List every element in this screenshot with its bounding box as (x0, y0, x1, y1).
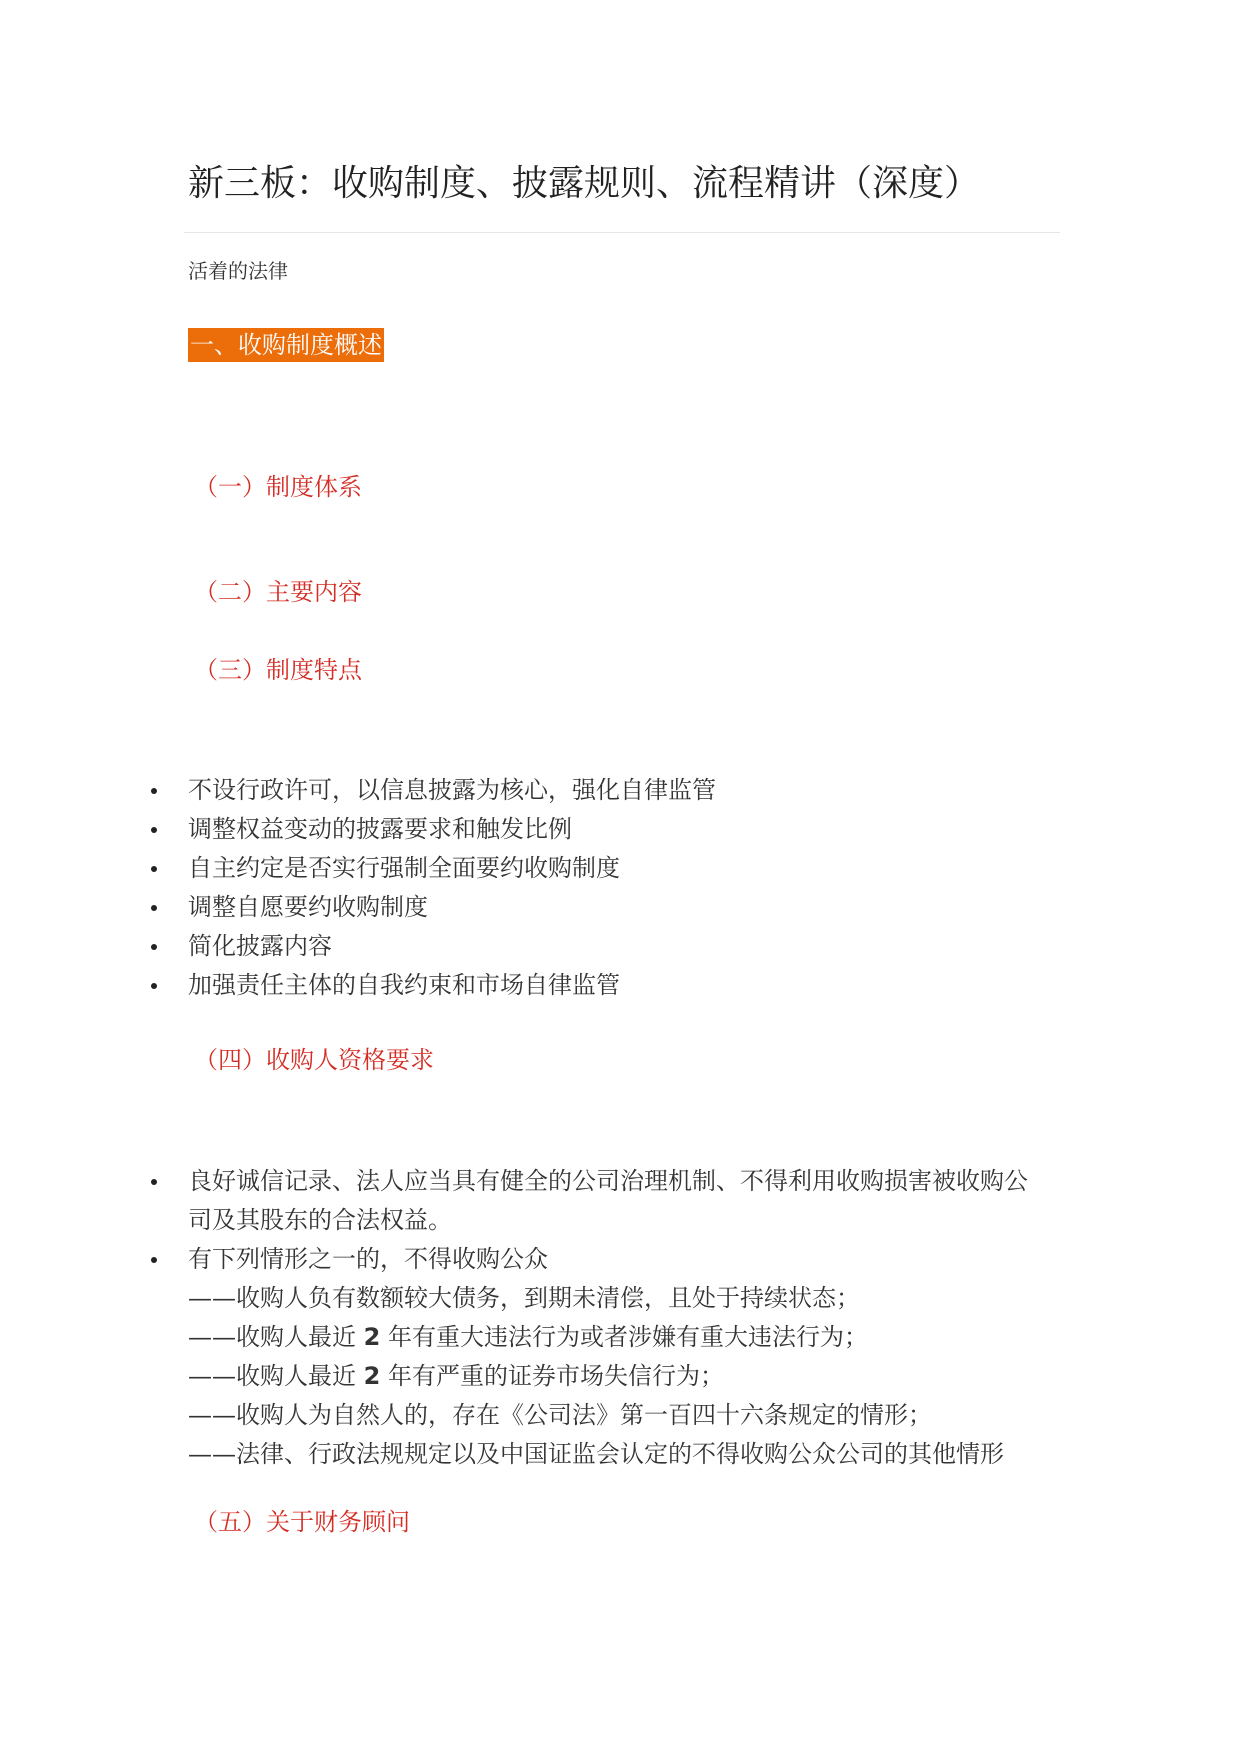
list-item (188, 1162, 1068, 1240)
list-item: 简化披露内容 (188, 927, 1068, 966)
qualification-line: 司及其股东的合法权益。 (188, 1206, 452, 1234)
features-list (188, 771, 1068, 1005)
author-name: 活着的法律 (188, 259, 288, 283)
title-divider (184, 232, 1060, 233)
line-text: 年有严重的证券市场失信行为； (387, 1362, 724, 1390)
subheading-qualifications: （四）收购人资格要求 (194, 1046, 434, 1074)
list-item: 调整自愿要约收购制度 (188, 888, 1068, 927)
qualification-line: ——收购人为自然人的，存在《公司法》第一百四十六条规定的情形； (188, 1401, 932, 1429)
list-item: 不设行政许可，以信息披露为核心，强化自律监管 (188, 771, 1068, 810)
list-item: 自主约定是否实行强制全面要约收购制度 (188, 849, 1068, 888)
subheading-system: （一）制度体系 (194, 473, 362, 501)
qualification-line: 有下列情形之一的，不得收购公众 (188, 1245, 548, 1273)
line-text: ——收购人最近 (188, 1323, 356, 1351)
qualifications-list (188, 1162, 1068, 1474)
years-number: 2 (363, 1362, 381, 1390)
qualification-line (188, 1318, 1068, 1357)
line-text: 年有重大违法行为或者涉嫌有重大违法行为； (387, 1323, 868, 1351)
subheading-features: （三）制度特点 (194, 656, 362, 684)
line-text: ——收购人最近 (188, 1362, 356, 1390)
years-number: 2 (363, 1323, 381, 1351)
qualification-line: 良好诚信记录、法人应当具有健全的公司治理机制、不得利用收购损害被收购公 (188, 1167, 1028, 1195)
list-item: 加强责任主体的自我约束和市场自律监管 (188, 966, 1068, 1005)
list-item (188, 1240, 1068, 1474)
section-heading-overview: 一、收购制度概述 (188, 328, 384, 362)
list-item: 调整权益变动的披露要求和触发比例 (188, 810, 1068, 849)
subheading-financial-advisor: （五）关于财务顾问 (194, 1508, 410, 1536)
qualification-line: ——法律、行政法规规定以及中国证监会认定的不得收购公众公司的其他情形 (188, 1440, 1004, 1468)
qualification-line: ——收购人负有数额较大债务，到期未清偿，且处于持续状态； (188, 1284, 860, 1312)
page-title: 新三板：收购制度、披露规则、流程精讲（深度） (188, 163, 981, 204)
qualification-line (188, 1357, 1068, 1396)
subheading-main-content: （二）主要内容 (194, 578, 362, 606)
